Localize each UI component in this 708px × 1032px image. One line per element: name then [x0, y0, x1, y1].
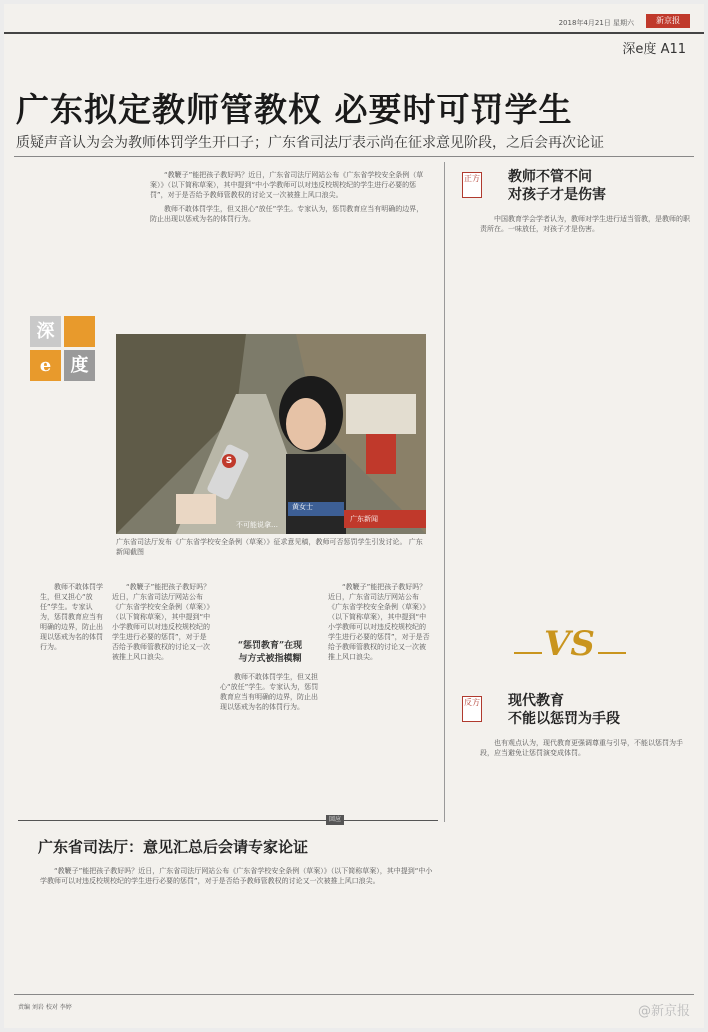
body-column-2	[112, 582, 212, 802]
positive-title-line1: 教师不管不问	[508, 169, 592, 185]
mic-badge: S	[222, 454, 236, 468]
dateline: 2018年4月21日 星期六	[558, 19, 634, 27]
body-text-3: 教师不敢体罚学生，但又担心“放任”学生。专家认为，惩罚教育应当有明确的边界，防止出现以惩戒为名的体罚行为。	[220, 673, 319, 711]
column-divider	[444, 162, 445, 822]
section-label	[622, 38, 686, 57]
subheadline: 质疑声音认为会为教师体罚学生开口子；广东省司法厅表示尚在征求意见阶段，之后会再次论证	[16, 135, 604, 151]
bottom-section-heading: 广东省司法厅：意见汇总后会请专家论证	[38, 838, 309, 856]
footer-credits: 责编 刘岩 校对 李婷	[18, 1004, 72, 1011]
newspaper-page	[4, 4, 704, 1028]
section-logo	[30, 316, 98, 384]
vs-mark: VS	[544, 624, 595, 664]
positive-title-line2: 对孩子才是伤害	[508, 187, 606, 203]
body-text-2: “教鞭子”能把孩子教好吗？近日，广东省司法厅网站公布《广东省学校安全条例（草案）》（以下简称草案），其中提到“中小学教师可以对违反校规校纪的学生进行必要的惩罚”，对于是否给予教师管教权的讨论又一次被推上风口浪尖。	[112, 583, 211, 661]
negative-body	[480, 738, 692, 988]
news-photo	[116, 334, 426, 534]
logo-block-deep: 深	[30, 316, 61, 347]
top-rule	[4, 32, 704, 34]
logo-block-du: 度	[64, 350, 95, 381]
vs-rule-right	[598, 652, 626, 654]
section-name: 深e度	[622, 42, 657, 57]
positive-body	[480, 214, 692, 604]
bottom-section-tag: 回应	[326, 815, 344, 825]
body-column-3	[220, 582, 320, 802]
bottom-section-text: “教鞭子”能把孩子教好吗？近日，广东省司法厅网站公布《广东省学校安全条例（草案）》（以下简称草案），其中提到“中小学教师可以对违反校规校纪的学生进行必要的惩罚”，对于是否给予教师管教权的讨论又一次被推上风口浪尖。	[40, 867, 433, 885]
watermark: @新京报	[637, 1004, 690, 1019]
alley-scene-image	[116, 334, 426, 534]
body-column-1	[40, 582, 104, 802]
negative-title	[508, 692, 620, 728]
positive-title	[508, 168, 606, 204]
channel-bug: 广东新闻	[350, 515, 378, 523]
negative-title-line2: 不能以惩罚为手段	[508, 711, 620, 727]
body-column-4	[328, 582, 432, 802]
masthead-stamp: 新京报	[646, 14, 690, 28]
lead-text: “教鞭子”能把孩子教好吗？近日，广东省司法厅网站公布《广东省学校安全条例（草案）》（以下简称草案），其中提到“中小学教师可以对违反校规校纪的学生进行必要的惩罚”，对于是否给予教师管教权的讨论又一次被推上风口浪尖。	[150, 171, 424, 199]
vs-rule-left	[514, 652, 542, 654]
photo-caption: 广东省司法厅发布《广东省学校安全条例（草案）》征求意见稿，教师可否惩罚学生引发讨论。 广东新闻截图	[116, 538, 423, 556]
video-subtitle: 不可能说拿…	[236, 521, 278, 529]
column-subhead-line2: 与方式被指模糊	[238, 654, 302, 664]
negative-tag: 反方	[462, 696, 482, 722]
headline-rule	[14, 156, 694, 157]
column-subhead	[220, 640, 320, 666]
lead-paragraph	[150, 170, 428, 318]
bottom-section-rule	[18, 820, 438, 821]
positive-body-text: 中国教育学会学者认为，教师对学生进行适当管教，是教师的职责所在。一味放任，对孩子才是伤害。	[480, 215, 690, 233]
body-text-4: “教鞭子”能把孩子教好吗？近日，广东省司法厅网站公布《广东省学校安全条例（草案）》（以下简称草案），其中提到“中小学教师可以对违反校规校纪的学生进行必要的惩罚”，对于是否给予教师管教权的讨论又一次被推上风口浪尖。	[328, 583, 430, 661]
footer-rule	[14, 994, 694, 995]
bottom-section-body	[40, 866, 434, 986]
negative-body-text: 也有观点认为，现代教育更强调尊重与引导，不能以惩罚为手段，应当避免让惩罚演变成体罚。	[480, 739, 683, 757]
page-number: A11	[660, 42, 686, 57]
negative-title-line1: 现代教育	[508, 693, 564, 709]
name-tag: 黄女士	[292, 503, 313, 511]
headline: 广东拟定教师管教权 必要时可罚学生	[16, 90, 573, 129]
body-text-1: 教师不敢体罚学生，但又担心“放任”学生。专家认为，惩罚教育应当有明确的边界，防止出现以惩戒为名的体罚行为。	[40, 583, 103, 651]
logo-block-orange	[64, 316, 95, 347]
lead-text-2: 教师不敢体罚学生，但又担心“放任”学生。专家认为，惩罚教育应当有明确的边界，防止出现以惩戒为名的体罚行为。	[150, 205, 424, 223]
column-subhead-line1: “惩罚教育”在现	[237, 641, 303, 651]
positive-tag: 正方	[462, 172, 482, 198]
logo-block-e: e	[30, 350, 61, 381]
